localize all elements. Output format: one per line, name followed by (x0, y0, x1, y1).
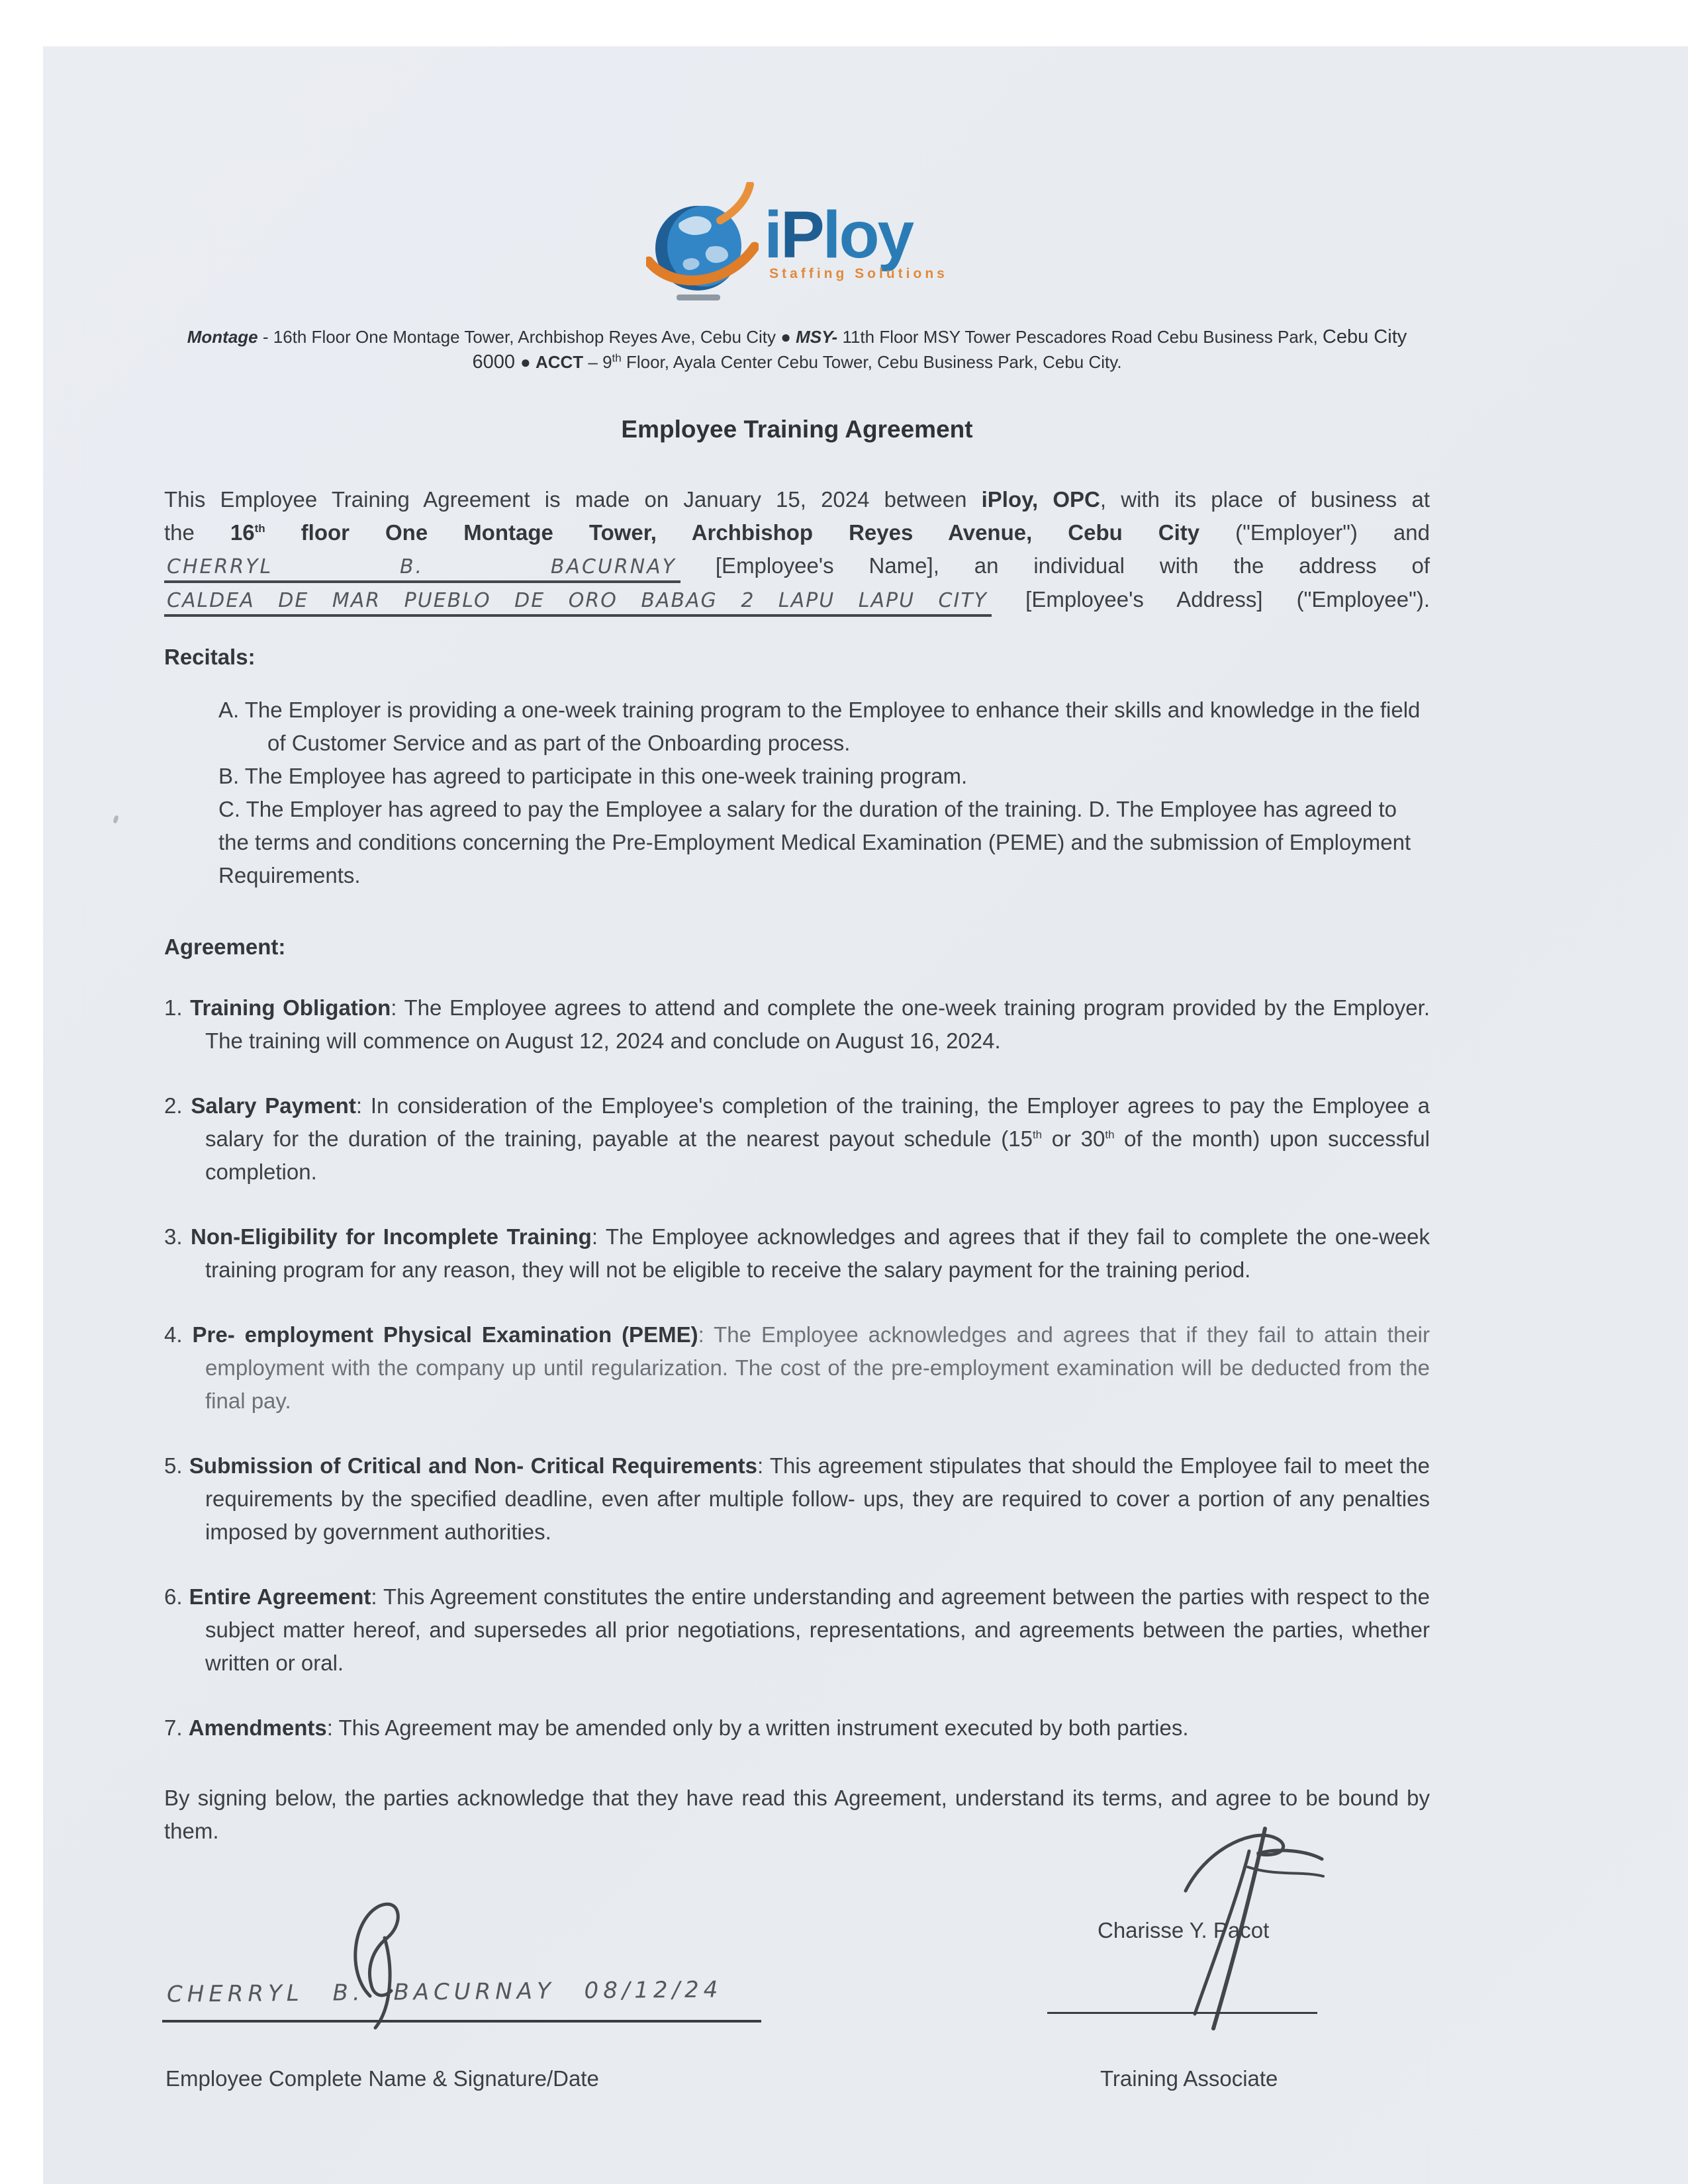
handwritten-employee-address: CALDEA DE MAR PUEBLO DE ORO BABAG 2 LAPU LAPU CITY (164, 588, 992, 617)
recitals-heading: Recitals: (164, 645, 256, 669)
address-city-text: Cebu City (1322, 326, 1407, 347)
intro-text: , with its place of business at (1100, 487, 1430, 512)
brand-text (764, 197, 948, 272)
intro-line-3 (164, 549, 1430, 583)
employee-signature-label: Employee Complete Name & Signature/Date (165, 2066, 599, 2091)
ordinal-superscript: th (612, 351, 622, 365)
document-content (43, 182, 1688, 1848)
item-number: 4. (164, 1322, 193, 1347)
trainer-printed-name: Charisse Y. Pacot (1098, 1918, 1270, 1942)
recital-item-c (164, 793, 1430, 892)
item-body: : The Employee acknowledges and agrees that if they fail to attain their employment with the company up until regularization. The cost of the pre-employment examination will be deducted from the final pay. (205, 1322, 1430, 1413)
intro-text: ("Employer") and (1199, 520, 1430, 545)
item-term-bold: Pre- employment Physical Examination (PEME) (192, 1322, 698, 1347)
item-number: 5. (164, 1453, 189, 1478)
item-number: 1. (164, 995, 191, 1020)
item-number: 6. (164, 1584, 189, 1609)
agreement-heading: Agreement: (164, 934, 286, 959)
trainer-signature-label: Training Associate (1100, 2066, 1278, 2091)
employee-address-placeholder: [Employee's Address] ("Employee"). (992, 587, 1430, 612)
intro-text: This Employee Training Agreement is made on January 15, 2024 between (164, 487, 982, 512)
address-montage-label: Montage (187, 327, 258, 347)
recital-marker: B. (218, 764, 240, 788)
recitals-list (164, 694, 1430, 892)
bullet-separator-icon: ● (780, 327, 791, 347)
item-body: : The Employee agrees to attend and complete the one-week training program provided by the Employer. The training will commence on August 12, 2024 and conclude on August 16, 2024. (205, 995, 1430, 1053)
brand-letter-i: i (764, 197, 780, 272)
company-address (164, 324, 1430, 375)
trainer-signature-line (1047, 2012, 1317, 2014)
address-acct-text: – 9 (583, 352, 612, 372)
brand-tagline: Staffing Solutions (769, 265, 948, 281)
intro-paragraph (164, 483, 1430, 617)
address-msy-text: 11th Floor MSY Tower Pescadores Road Cebu Business Park, (837, 327, 1323, 347)
item-body: : This agreement stipulates that should the Employee fail to meet the requirements by the specified deadline, even after multiple follow- ups, they are required to cover a portion of any penalties imposed by government authorities. (205, 1453, 1430, 1544)
agreement-item-7 (164, 1711, 1430, 1745)
item-body: : This Agreement may be amended only by a written instrument executed by both parties. (326, 1715, 1189, 1740)
item-term-bold: Salary Payment (191, 1093, 356, 1118)
address-zip-text: 6000 (472, 351, 521, 373)
employee-signature-icon (328, 1891, 447, 2030)
agreement-item-3 (164, 1220, 1430, 1287)
address-acct-text-2: Floor, Ayala Center Cebu Tower, Cebu Business Park, Cebu City. (621, 352, 1122, 372)
agreement-item-5 (164, 1449, 1430, 1549)
brand-letters-loy: loy (822, 197, 913, 272)
employer-address-bold: 16 (230, 520, 255, 545)
intro-line-2 (164, 516, 1430, 549)
item-term-bold: Non-Eligibility for Incomplete Training (191, 1224, 592, 1249)
item-number: 3. (164, 1224, 191, 1249)
employer-address-bold: floor One Montage Tower, Archbishop Reyes Avenue, Cebu City (265, 520, 1200, 545)
recital-item-a (164, 694, 1430, 760)
address-msy-label: MSY- (790, 327, 838, 347)
address-line-2 (164, 349, 1430, 375)
recital-text: The Employer has agreed to pay the Employee a salary for the duration of the training. D. The Employee has agreed to the terms and conditions concerning the Pre-Employment Medical Examination (PEME) and the submission of Employment Requirements. (218, 797, 1411, 887)
item-body: of the month) upon successful completion. (205, 1126, 1430, 1184)
recital-item-b (164, 760, 1430, 793)
closing-paragraph: By signing below, the parties acknowledge that they have read this Agreement, understand its terms, and agree to be bound by them. (164, 1786, 1430, 1843)
item-body: : The Employee acknowledges and agrees that if they fail to complete the one-week training program for any reason, they will not be eligible to receive the salary payment for the training period. (205, 1224, 1430, 1282)
document-title: Employee Training Agreement (621, 416, 973, 443)
handwritten-employee-name: CHERRYL B. BACURNAY (164, 554, 680, 583)
agreement-item-1 (164, 991, 1430, 1058)
logo-header (164, 182, 1430, 304)
brand-block (764, 197, 948, 282)
ordinal-superscript: th (254, 522, 265, 535)
item-term-bold: Entire Agreement (189, 1584, 371, 1609)
address-montage-text: - 16th Floor One Montage Tower, Archbishop Reyes Ave, Cebu City (258, 327, 781, 347)
intro-line-4 (164, 583, 1430, 617)
item-term-bold: Amendments (188, 1715, 327, 1740)
agreement-item-2 (164, 1089, 1430, 1189)
item-number: 2. (164, 1093, 191, 1118)
item-number: 7. (164, 1715, 189, 1740)
recital-marker: A. (218, 698, 240, 722)
recital-marker: C. (218, 797, 240, 821)
handwritten-signature-name-date: CHERRYL B. BACURNAY 08/12/24 (166, 1976, 723, 2008)
bullet-separator-icon: ● (520, 352, 536, 372)
employee-name-placeholder: [Employee's Name], an individual with the address of (680, 553, 1430, 578)
address-acct-label: ACCT (535, 352, 584, 372)
iploy-logo (646, 182, 948, 304)
address-line-1 (164, 324, 1430, 349)
employer-name-bold: iPloy, OPC (981, 487, 1100, 512)
recital-text: The Employee has agreed to participate in this one-week training program. (239, 764, 968, 788)
item-body: : In consideration of the Employee's completion of the training, the Employer agrees to pay the Employee a salary for the duration of the training, payable at the nearest payout schedule (15 (205, 1093, 1430, 1151)
item-body: : This Agreement constitutes the entire understanding and agreement between the parties with respect to the subject matter hereof, and supersedes all prior negotiations, representations, and agreements between the parties, whether written or oral. (205, 1584, 1430, 1675)
agreement-item-6 (164, 1580, 1430, 1680)
globe-icon (646, 182, 759, 304)
recital-text: The Employer is providing a one-week training program to the Employee to enhance their skills and knowledge in the field of Customer Service and as part of the Onboarding process. (239, 698, 1421, 755)
agreement-item-4 (164, 1318, 1430, 1418)
brand-letter-p: P (780, 197, 823, 272)
item-body: or 30 (1042, 1126, 1105, 1151)
intro-line-1 (164, 483, 1430, 516)
paper-sheet (43, 46, 1688, 2184)
item-term-bold: Submission of Critical and Non- Critical Requirements (189, 1453, 757, 1478)
employee-signature-line (162, 2020, 761, 2023)
item-term-bold: Training Obligation (190, 995, 391, 1020)
ordinal-superscript: th (1105, 1128, 1115, 1141)
intro-text: the (164, 520, 230, 545)
ordinal-superscript: th (1032, 1128, 1043, 1141)
